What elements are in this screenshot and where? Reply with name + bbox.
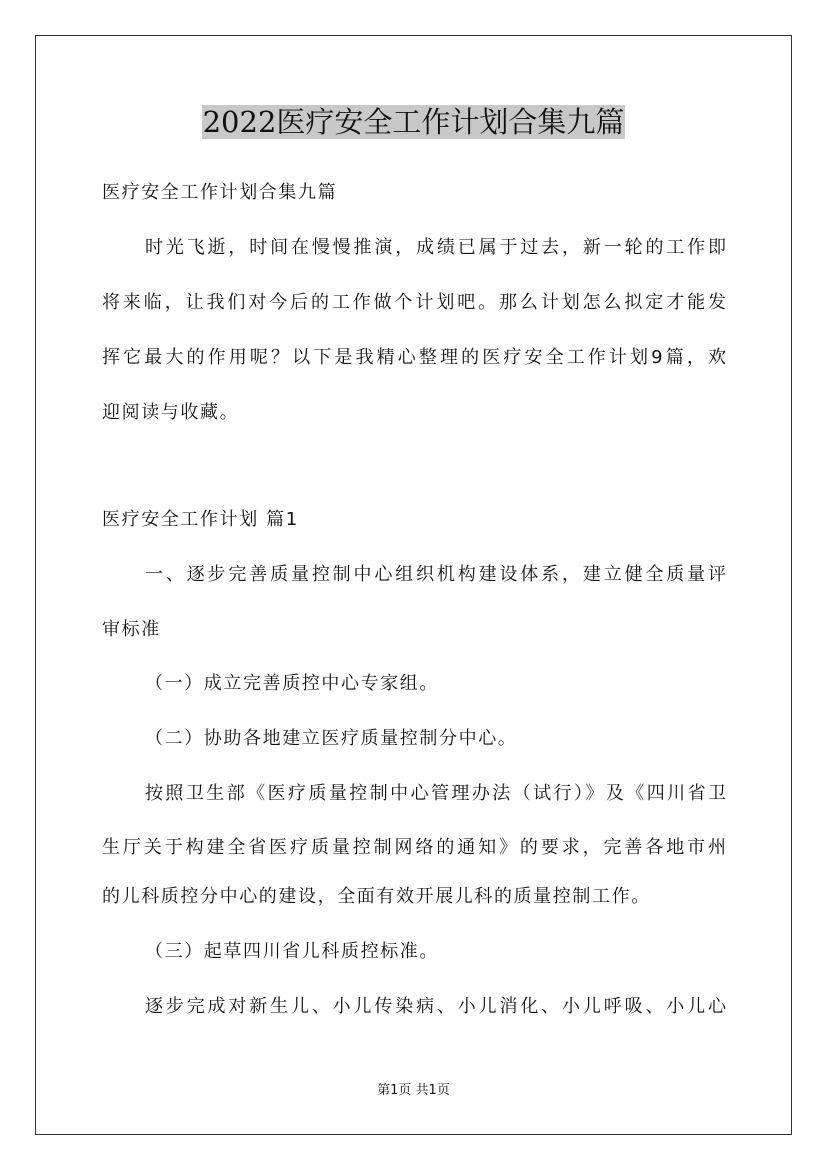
paragraph-line: 将来临，让我们对今后的工作做个计划吧。那么计划怎么拟定才能发 (102, 292, 726, 313)
paragraph-line: 的儿科质控分中心的建设，全面有效开展儿科的质量控制工作。 (102, 886, 651, 907)
subtitle-line: 医疗安全工作计划合集九篇 (102, 182, 338, 203)
list-item: （一）成立完善质控中心专家组。 (145, 673, 439, 694)
section-heading: 医疗安全工作计划 篇1 (102, 509, 299, 530)
paragraph-line: 按照卫生部《医疗质量控制中心管理办法（试行）》及《四川省卫 (145, 783, 726, 804)
paragraph-line: 挥它最大的作用呢？以下是我精心整理的医疗安全工作计划9篇，欢 (102, 347, 726, 368)
page-footer: 第1页 共1页 (377, 1083, 450, 1098)
document-title (0, 100, 827, 144)
document-title-text: 2022医疗安全工作计划合集九篇 (202, 105, 625, 139)
paragraph-line: 生厅关于构建全省医疗质量控制网络的通知》的要求，完善各地市州 (102, 837, 726, 858)
paragraph-line: 逐步完成对新生儿、小儿传染病、小儿消化、小儿呼吸、小儿心 (145, 996, 726, 1017)
list-item: （三）起草四川省儿科质控标准。 (145, 941, 439, 962)
paragraph-line: 时光飞逝，时间在慢慢推演，成绩已属于过去，新一轮的工作即 (145, 237, 726, 258)
paragraph-line: 一、逐步完善质量控制中心组织机构建设体系，建立健全质量评 (145, 564, 726, 585)
paragraph-line: 迎阅读与收藏。 (102, 402, 240, 423)
list-item: （二）协助各地建立医疗质量控制分中心。 (145, 728, 518, 749)
paragraph-line: 审标准 (102, 619, 161, 640)
